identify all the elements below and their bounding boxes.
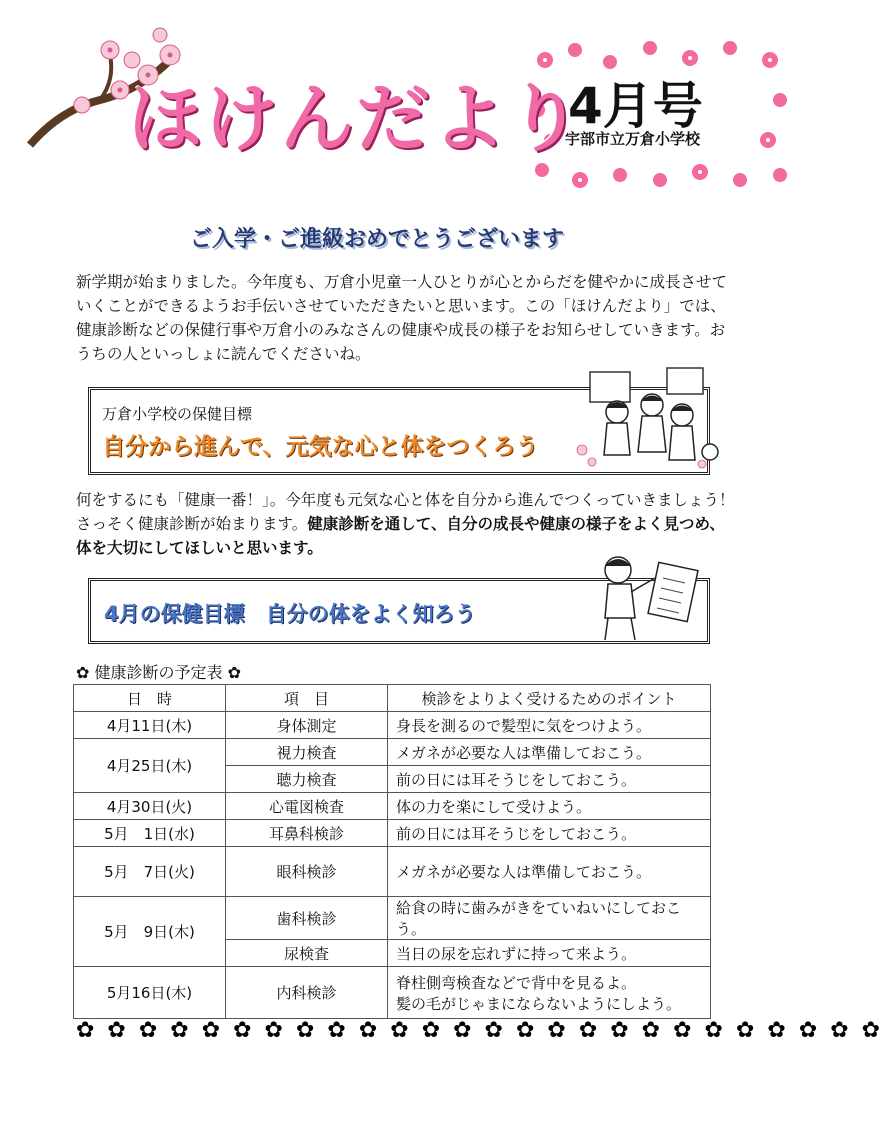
row-point: メガネが必要な人は準備しておこう。 (388, 847, 711, 897)
row-point: 前の日には耳そうじをしておこう。 (388, 820, 711, 847)
health-check-intro-text: 何をするにも「健康一番！」。今年度も元気な心と体を自分から進んでつくっていきましょう！さっそく健康診断が始まります。 (76, 491, 735, 533)
row-date: 4月30日(火) (74, 793, 226, 820)
row-point: 体の力を楽にして受けよう。 (388, 793, 711, 820)
schedule-title: ✿ 健康診断の予定表 ✿ (76, 663, 241, 682)
row-point-line: 髪の毛がじゃまにならないようにしよう。 (396, 994, 682, 1013)
row-date: 5月 9日(木) (74, 897, 226, 967)
row-point-line: 脊柱側弯検査などで背中を見るよ。 (396, 973, 637, 992)
column-header-item: 項 目 (226, 685, 388, 712)
table-row (74, 739, 711, 766)
row-item: 歯科検診 (226, 897, 388, 940)
row-item: 視力検査 (226, 739, 388, 766)
row-date: 5月16日(木) (74, 967, 226, 1019)
health-check-emphasis-text: 健康診断を通して、自分の成長や健康の様子をよく見つめ、体を大切にしてほしいと思います。 (76, 515, 725, 557)
intro-paragraph: 新学期が始まりました。今年度も、万倉小児童一人ひとりが心とからだを健やかに成長させていくことができるようお手伝いさせていただきたいと思います。この「ほけんだより」では、健康診断などの保健行事や万倉小のみなさんの健康や成長の様子をお知らせしていきます。おうちの人といっしょに読んでくださいね。 (76, 273, 728, 363)
row-point: 身長を測るので髪型に気をつけよう。 (388, 712, 711, 739)
row-point: 給食の時に歯みがきをていねいにしておこう。 (388, 897, 711, 940)
boy-measuring-illustration (583, 548, 703, 643)
row-point: メガネが必要な人は準備しておこう。 (388, 739, 711, 766)
row-item: 内科検診 (226, 967, 388, 1019)
column-header-point: 検診をよりよく受けるためのポイント (388, 685, 711, 712)
school-name: 宇部市立万倉小学校 (565, 130, 701, 148)
row-point: 当日の尿を忘れずに持って来よう。 (388, 940, 711, 967)
school-goal-text: 自分から進んで、元気な心と体をつくろう (102, 434, 539, 460)
issue-label: 4月号 (568, 77, 703, 135)
row-date: 5月 1日(水) (74, 820, 226, 847)
april-goal-text: 4月の保健目標 自分の体をよく知ろう (104, 602, 476, 626)
row-item: 耳鼻科検診 (226, 820, 388, 847)
congratulations-heading: ご入学・ご進級おめでとうございます (190, 227, 565, 252)
table-row (74, 712, 711, 739)
table-row (74, 967, 711, 1019)
table-row (74, 820, 711, 847)
table-header-row (74, 685, 711, 712)
column-header-date: 日 時 (74, 685, 226, 712)
row-date: 5月 7日(火) (74, 847, 226, 897)
row-item: 心電図検査 (226, 793, 388, 820)
children-illustration (572, 360, 722, 470)
row-date: 4月25日(木) (74, 739, 226, 793)
school-goal-label: 万倉小学校の保健目標 (102, 405, 253, 423)
health-check-schedule-table (73, 684, 711, 1019)
row-item: 身体測定 (226, 712, 388, 739)
row-item: 尿検査 (226, 940, 388, 967)
row-point-multiline (388, 967, 711, 1019)
table-row (74, 793, 711, 820)
table-row (74, 897, 711, 940)
row-point: 前の日には耳そうじをしておこう。 (388, 766, 711, 793)
row-item: 聴力検査 (226, 766, 388, 793)
row-date: 4月11日(木) (74, 712, 226, 739)
flower-divider: ✿ ✿ ✿ ✿ ✿ ✿ ✿ ✿ ✿ ✿ ✿ ✿ ✿ ✿ ✿ ✿ ✿ ✿ ✿ ✿ ✿ ✿ ✿ ✿ ✿ ✿ (76, 1018, 883, 1043)
row-item: 眼科検診 (226, 847, 388, 897)
table-row (74, 847, 711, 897)
newsletter-title: ほけんだより (128, 76, 584, 162)
